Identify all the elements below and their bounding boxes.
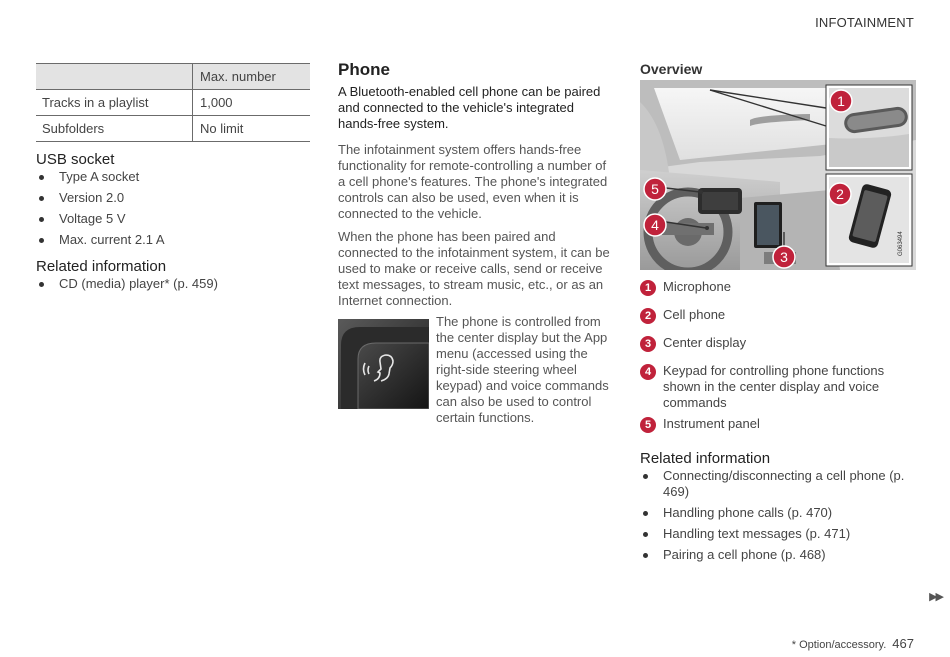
callout-text: Microphone [663, 279, 731, 294]
usb-spec-list [36, 169, 310, 248]
table-cell: No limit [193, 116, 311, 142]
list-item [640, 335, 916, 351]
callout-marker [829, 183, 851, 205]
svg-text:4: 4 [651, 217, 659, 233]
callout-text: Cell phone [663, 307, 726, 322]
page-number: 467 [892, 636, 914, 651]
usb-heading: USB socket [36, 151, 115, 168]
table-header-row [36, 64, 310, 90]
svg-text:3: 3 [780, 249, 788, 265]
right-column [640, 61, 916, 563]
callout-list [640, 279, 916, 432]
callout-text: Instrument panel [663, 416, 760, 431]
list-item [640, 307, 916, 323]
footnote: * Option/accessory. [791, 639, 887, 651]
list-item [640, 416, 916, 432]
related-heading: Related information [36, 258, 167, 275]
svg-text:5: 5 [651, 181, 659, 197]
list-item: Type A socket [36, 169, 310, 185]
callout-number: 5 [640, 417, 656, 433]
callout-text: Center display [663, 335, 747, 350]
callout-marker [830, 90, 852, 112]
cockpit-overview-illustration [640, 80, 916, 270]
list-item [640, 363, 916, 411]
table-row [36, 90, 310, 116]
voice-control-note-text: The phone is controlled from the center display but the App menu (accessed using the right-side steering wheel keypad) and voice commands can also be used to control certain functions. [436, 314, 609, 425]
table-cell: 1,000 [193, 90, 311, 116]
related-link-text-messages[interactable]: Handling text messages (p. 471) [640, 526, 916, 542]
table-cell: Subfolders [36, 116, 193, 142]
table-cell: Tracks in a playlist [36, 90, 193, 116]
footer [792, 636, 914, 651]
phone-lead-paragraph: A Bluetooth-enabled cell phone can be paired and connected to the vehicle's integrated hands-free system. [338, 84, 601, 131]
callout-text: Keypad for controlling phone functions shown in the center display and voice commands [663, 363, 885, 410]
related-heading: Related information [640, 450, 771, 467]
related-link-cd-player[interactable]: CD (media) player* (p. 459) [36, 276, 310, 292]
table-header-cell: Max. number [193, 64, 311, 90]
related-list [36, 276, 310, 292]
svg-text:2: 2 [836, 186, 844, 202]
related-link-connect-phone[interactable]: Connecting/disconnecting a cell phone (p. 469) [640, 468, 916, 500]
voice-control-icon [338, 319, 429, 409]
related-link-phone-calls[interactable]: Handling phone calls (p. 470) [640, 505, 916, 521]
next-page-arrows-icon[interactable]: ▶▶ [929, 591, 942, 603]
related-list [640, 468, 916, 563]
table-row [36, 116, 310, 142]
callout-marker [773, 246, 795, 268]
voice-control-note [338, 314, 614, 430]
table-header-cell [36, 64, 193, 90]
callout-marker [644, 178, 666, 200]
playlist-limits-table [36, 63, 310, 142]
left-column [36, 63, 310, 292]
list-item: Voltage 5 V [36, 211, 310, 227]
middle-column [338, 60, 614, 430]
callout-number: 4 [640, 364, 656, 380]
phone-paragraph-1: The infotainment system offers hands-free functionality for remote-controlling a number of a cell phone's features. The phone's integrated controls can also be used, even when it is connected to the vehicle. [338, 142, 608, 221]
phone-paragraph-2: When the phone has been paired and connected to the infotainment system, it can be used to make or receive calls, send or receive text messages, to stream music, etc., or as an Internet connection. [338, 229, 610, 308]
phone-heading: Phone [338, 60, 390, 79]
list-item: Max. current 2.1 A [36, 232, 310, 248]
callout-marker [644, 214, 666, 236]
svg-text:1: 1 [837, 93, 845, 109]
related-link-pair-phone[interactable]: Pairing a cell phone (p. 468) [640, 547, 916, 563]
image-code: G063494 [898, 231, 904, 256]
list-item: Version 2.0 [36, 190, 310, 206]
section-header: INFOTAINMENT [815, 15, 914, 30]
callout-number: 3 [640, 336, 656, 352]
callout-number: 1 [640, 280, 656, 296]
overview-heading: Overview [640, 61, 703, 77]
list-item [640, 279, 916, 295]
callout-number: 2 [640, 308, 656, 324]
